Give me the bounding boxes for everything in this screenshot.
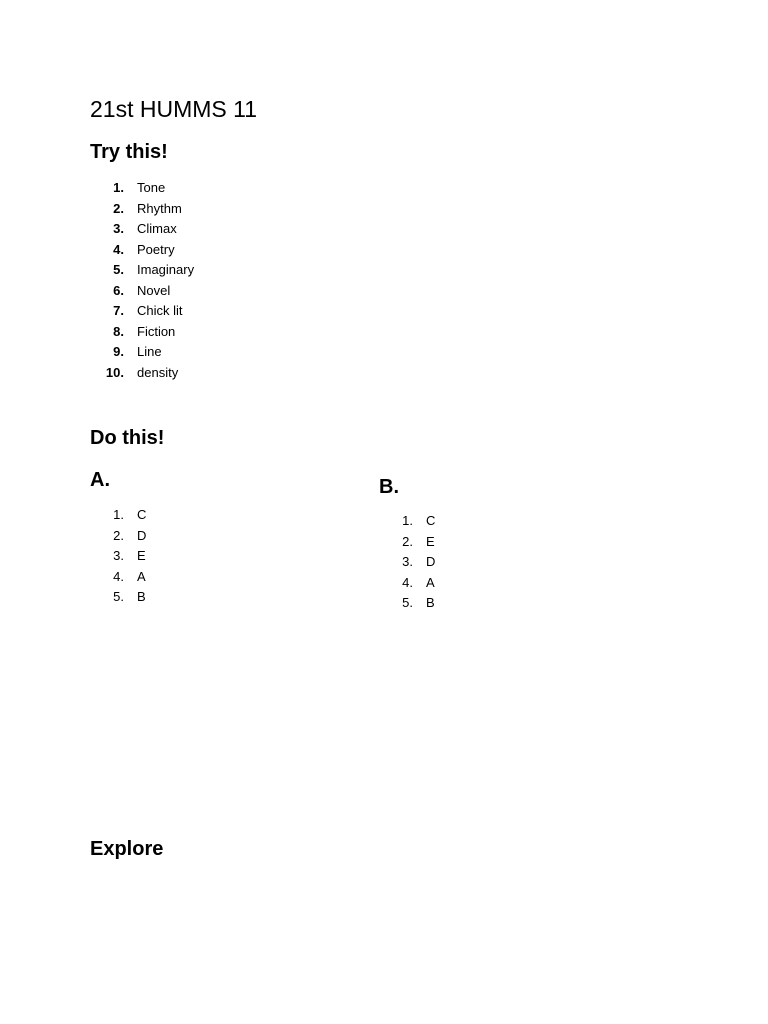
item-number: 4.	[402, 574, 413, 590]
item-text: A	[426, 574, 435, 590]
item-text: A	[137, 568, 146, 584]
try-this-heading: Try this!	[90, 141, 168, 163]
explore-heading: Explore	[90, 838, 164, 860]
item-number: 1.	[402, 513, 413, 528]
part-b-heading: B.	[379, 476, 399, 498]
item-number: 2.	[113, 527, 124, 543]
item-number: 5.	[113, 589, 124, 604]
item-text: D	[137, 527, 147, 543]
item-text: C	[426, 513, 436, 528]
item-number: 8.	[113, 323, 124, 339]
item-number: 5.	[402, 595, 413, 610]
item-text: C	[137, 507, 147, 522]
do-this-heading: Do this!	[90, 427, 165, 449]
item-text: Line	[137, 344, 162, 359]
item-number: 7.	[113, 303, 124, 318]
item-number: 6.	[113, 282, 124, 298]
item-number: 1.	[113, 180, 124, 195]
item-number: 4.	[113, 568, 124, 584]
item-text: density	[137, 364, 179, 380]
item-text: Novel	[137, 282, 171, 298]
item-text: Fiction	[137, 323, 176, 339]
item-text: Tone	[137, 180, 166, 195]
item-text: Poetry	[137, 241, 175, 257]
item-text: E	[426, 533, 435, 549]
item-number: 4.	[113, 241, 124, 257]
item-text: Rhythm	[137, 200, 182, 216]
item-number: 9.	[113, 344, 124, 359]
item-number: 3.	[113, 548, 124, 563]
item-text: Chick lit	[137, 303, 183, 318]
item-text: Imaginary	[137, 262, 195, 277]
part-a-heading: A.	[90, 469, 110, 491]
document-title: 21st HUMMS 11	[90, 96, 258, 122]
item-number: 1.	[113, 507, 124, 522]
item-text: D	[426, 554, 436, 569]
item-text: E	[137, 548, 146, 563]
item-text: Climax	[137, 221, 177, 236]
item-text: B	[137, 589, 146, 604]
item-number: 5.	[113, 262, 124, 277]
item-number: 2.	[113, 200, 124, 216]
item-number: 10.	[105, 364, 124, 380]
item-number: 3.	[113, 221, 124, 236]
item-text: B	[426, 595, 435, 610]
item-number: 2.	[402, 533, 413, 549]
item-number: 3.	[402, 554, 413, 569]
